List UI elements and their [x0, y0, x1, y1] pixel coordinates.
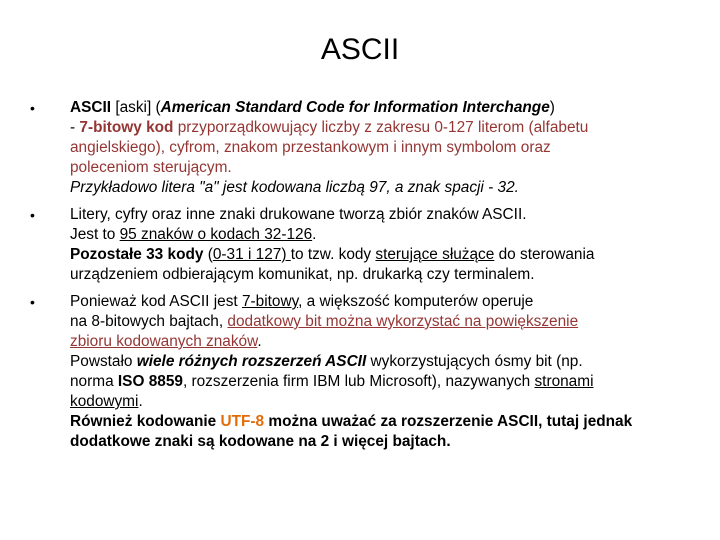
acronym-expansion: American Standard Code for Information Interchange	[160, 99, 550, 116]
bullet-dot-icon: •	[30, 294, 35, 310]
text-line	[70, 292, 695, 312]
text-span: przyporządkowujący liczby z zakresu 0-127 literom (alfabetu	[173, 119, 589, 136]
text-span: norma	[70, 373, 118, 390]
bullet-extensions	[30, 292, 695, 452]
text-span: .	[257, 333, 262, 350]
printable-range: 95 znaków o kodach 32-126	[119, 226, 313, 243]
text-span: Pozostałe	[70, 246, 147, 263]
text-span: Powstało	[70, 353, 137, 370]
iso-8859: ISO 8859	[117, 373, 183, 390]
text-span: na 8-bitowych bajtach,	[70, 313, 228, 330]
text-line	[70, 98, 695, 118]
text-line: dodatkowe znaki są kodowane na 2 i więcej bajtach.	[70, 433, 451, 450]
text-span: (	[203, 246, 213, 263]
text-span: do sterowania	[494, 246, 595, 263]
extra-bit-note-cont: zbioru kodowanych znaków	[70, 333, 258, 350]
text-line	[70, 352, 695, 372]
example-line: Przykładowo litera "a" jest kodowana liczbą 97, a znak spacji - 32.	[70, 179, 519, 196]
term-7bit-code: 7-bitowy kod	[79, 119, 174, 136]
code-pages-term-cont: kodowymi	[70, 393, 139, 410]
bullet-dot-icon: •	[30, 100, 35, 116]
bullet-dot-icon: •	[30, 207, 35, 223]
term-ascii: ASCII	[70, 99, 112, 116]
bullet-ascii-definition	[30, 98, 695, 198]
text-line: poleceniom sterującym.	[70, 159, 232, 176]
text-span: Również kodowanie	[70, 413, 221, 430]
extra-bit-note: dodatkowy bit można wykorzystać na powiększenie	[227, 313, 579, 330]
code-pages-term: stronami	[534, 373, 594, 390]
text-span: -	[70, 119, 80, 136]
text-line	[70, 312, 695, 332]
text-line: Litery, cyfry oraz inne znaki drukowane tworzą zbiór znaków ASCII.	[70, 206, 527, 223]
text-line	[70, 332, 695, 352]
text-line	[70, 225, 695, 245]
text-line	[70, 372, 695, 392]
text-line	[70, 245, 695, 265]
text-line	[70, 412, 695, 432]
text-span: Ponieważ kod ASCII jest	[70, 293, 242, 310]
extensions-term: wiele różnych rozszerzeń ASCII	[136, 353, 367, 370]
text-span: .	[138, 393, 143, 410]
control-codes-term: sterujące służące	[375, 246, 495, 263]
text-span: , rozszerzenia firm IBM lub Microsoft), nazywanych	[182, 373, 535, 390]
text-line	[70, 118, 695, 138]
text-span: to tzw. kody	[290, 246, 376, 263]
utf8-term: UTF-8	[220, 413, 265, 430]
text-span: wykorzystujących ósmy bit (np.	[366, 353, 583, 370]
term-7bit: 7-bitowy	[241, 293, 299, 310]
text-span: Jest to	[70, 226, 120, 243]
text-span: .	[312, 226, 317, 243]
text-line	[70, 392, 695, 412]
control-count: 33 kody	[146, 246, 204, 263]
text-span: )	[549, 99, 555, 116]
control-range: 0-31 i 127)	[212, 246, 291, 263]
slide-title: ASCII	[320, 33, 400, 66]
text-line: urządzeniem odbierającym komunikat, np. drukarką czy terminalem.	[70, 266, 535, 283]
bullet-printable-chars	[30, 205, 695, 285]
text-line: angielskiego), cyfrom, znakom przestankowym i innym symbolom oraz	[70, 139, 551, 156]
text-span: można uważać za rozszerzenie ASCII, tutaj jednak	[264, 413, 633, 430]
text-span: [aski] (	[111, 99, 161, 116]
text-span: , a większość komputerów operuje	[298, 293, 534, 310]
